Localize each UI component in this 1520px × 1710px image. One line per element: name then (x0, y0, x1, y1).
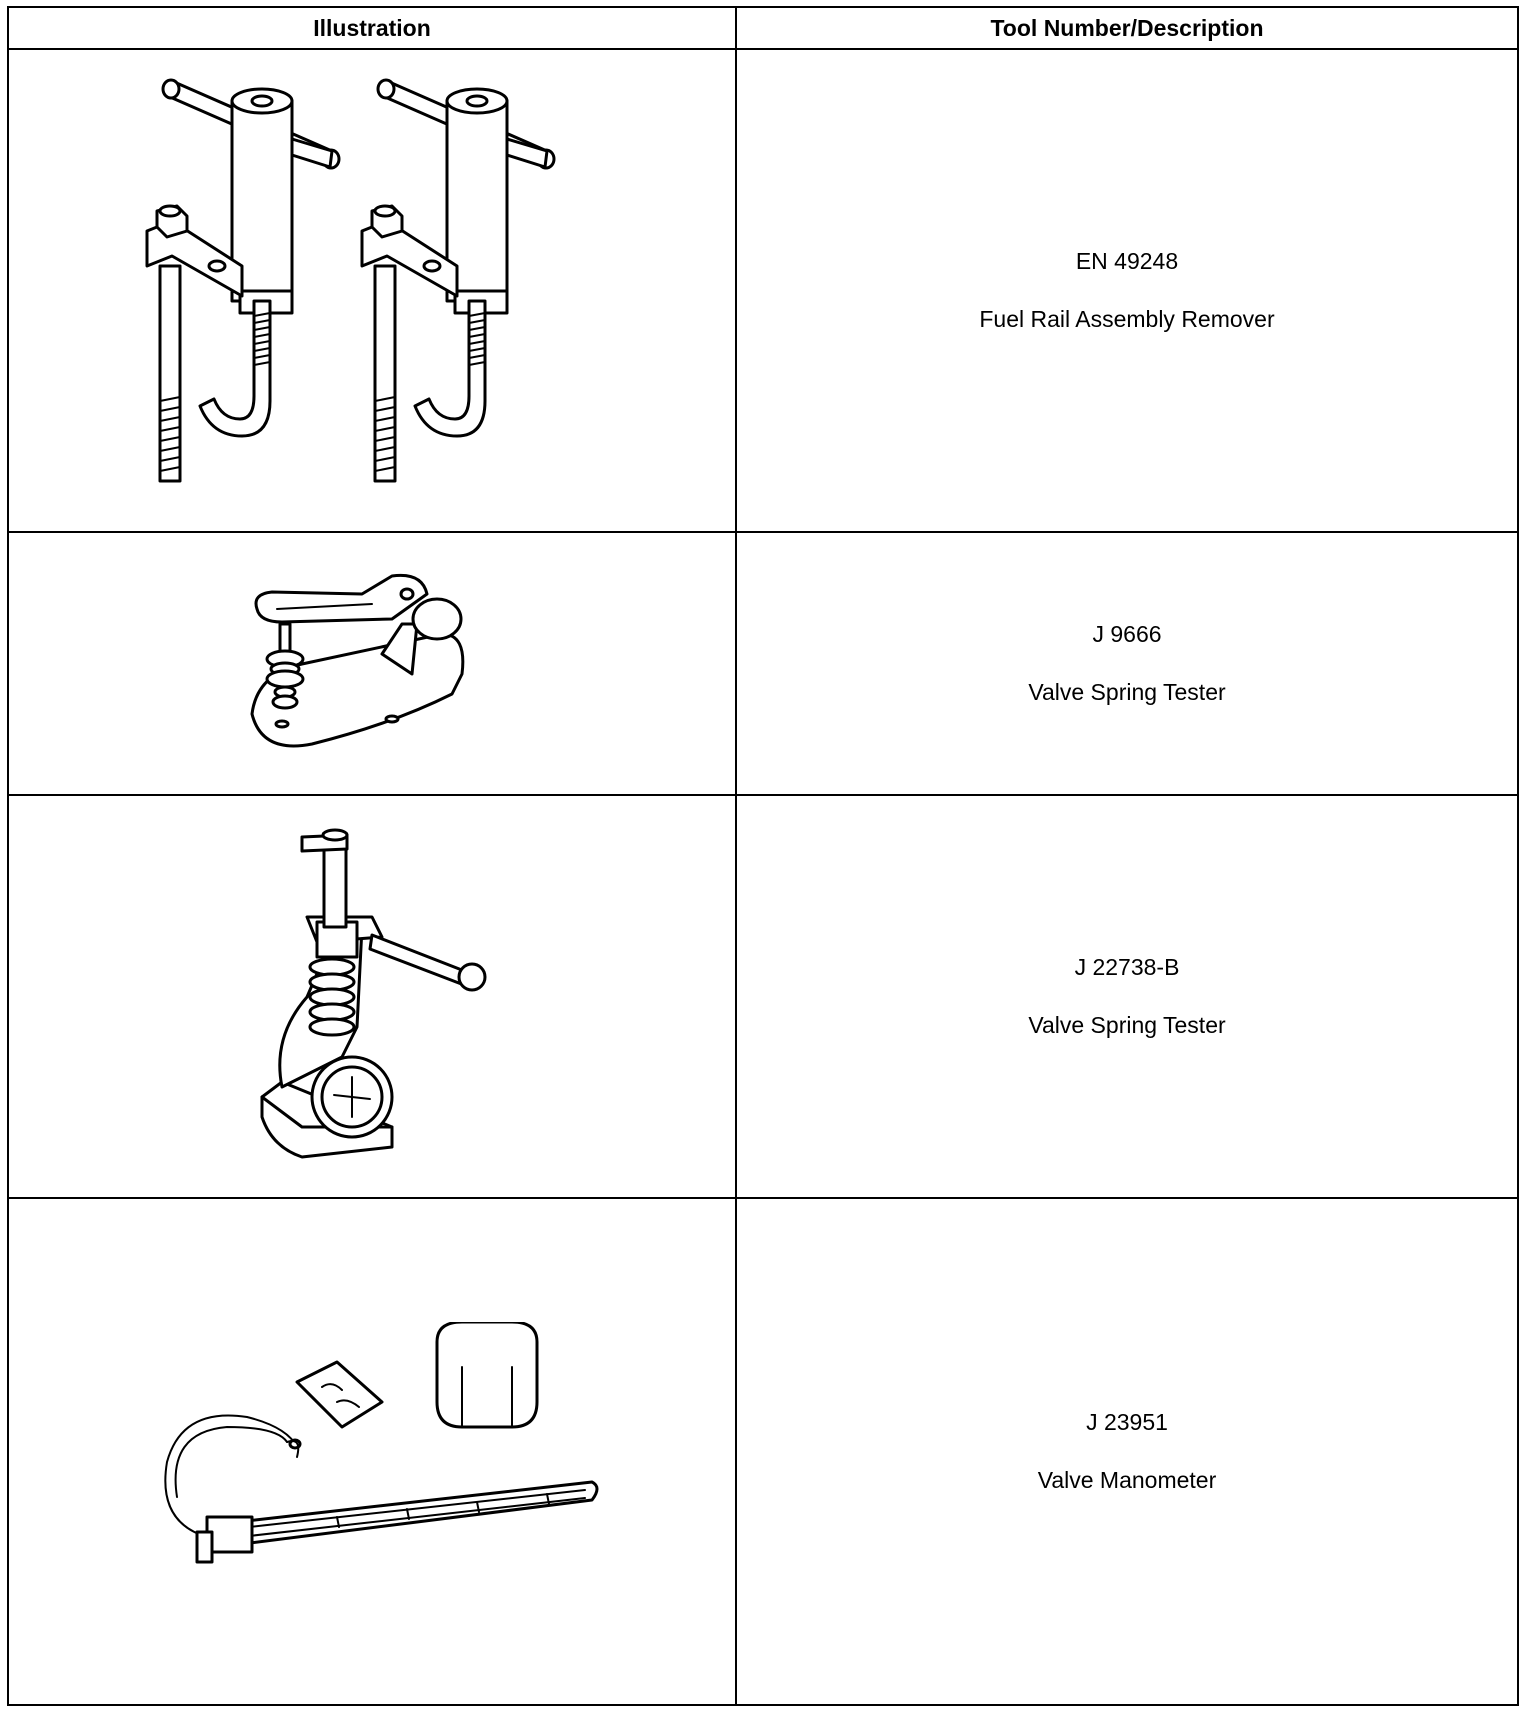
tool-number: EN 49248 (1075, 247, 1179, 274)
table-row (8, 532, 1518, 795)
valve-manometer-icon (137, 1322, 607, 1582)
illustration-cell (8, 49, 736, 532)
header-illustration: Illustration (8, 7, 736, 49)
tool-description-cell (736, 532, 1518, 795)
tool-description-cell (736, 49, 1518, 532)
illustration-cell (8, 532, 736, 795)
valve-spring-tester-lever-icon (242, 564, 502, 764)
table-row (8, 795, 1518, 1198)
illustration-cell (8, 1198, 736, 1705)
tool-description: Fuel Rail Assembly Remover (979, 305, 1275, 332)
tool-number: J 22738-B (1074, 953, 1180, 980)
tool-number: J 9666 (1092, 620, 1162, 647)
tool-number: J 23951 (1086, 1408, 1168, 1435)
header-row (8, 7, 1518, 49)
fuel-rail-remover-icon (142, 61, 602, 521)
illustration-cell (8, 795, 736, 1198)
valve-spring-tester-gauge-icon (242, 827, 502, 1167)
tool-description-cell (736, 795, 1518, 1198)
tool-description: Valve Manometer (1037, 1466, 1217, 1493)
tool-description: Valve Spring Tester (1028, 678, 1226, 705)
tool-table (7, 6, 1519, 1706)
table-row (8, 49, 1518, 532)
table-row (8, 1198, 1518, 1705)
tool-description: Valve Spring Tester (1028, 1011, 1226, 1038)
header-tool-number-description: Tool Number/Description (736, 7, 1518, 49)
tool-description-cell (736, 1198, 1518, 1705)
